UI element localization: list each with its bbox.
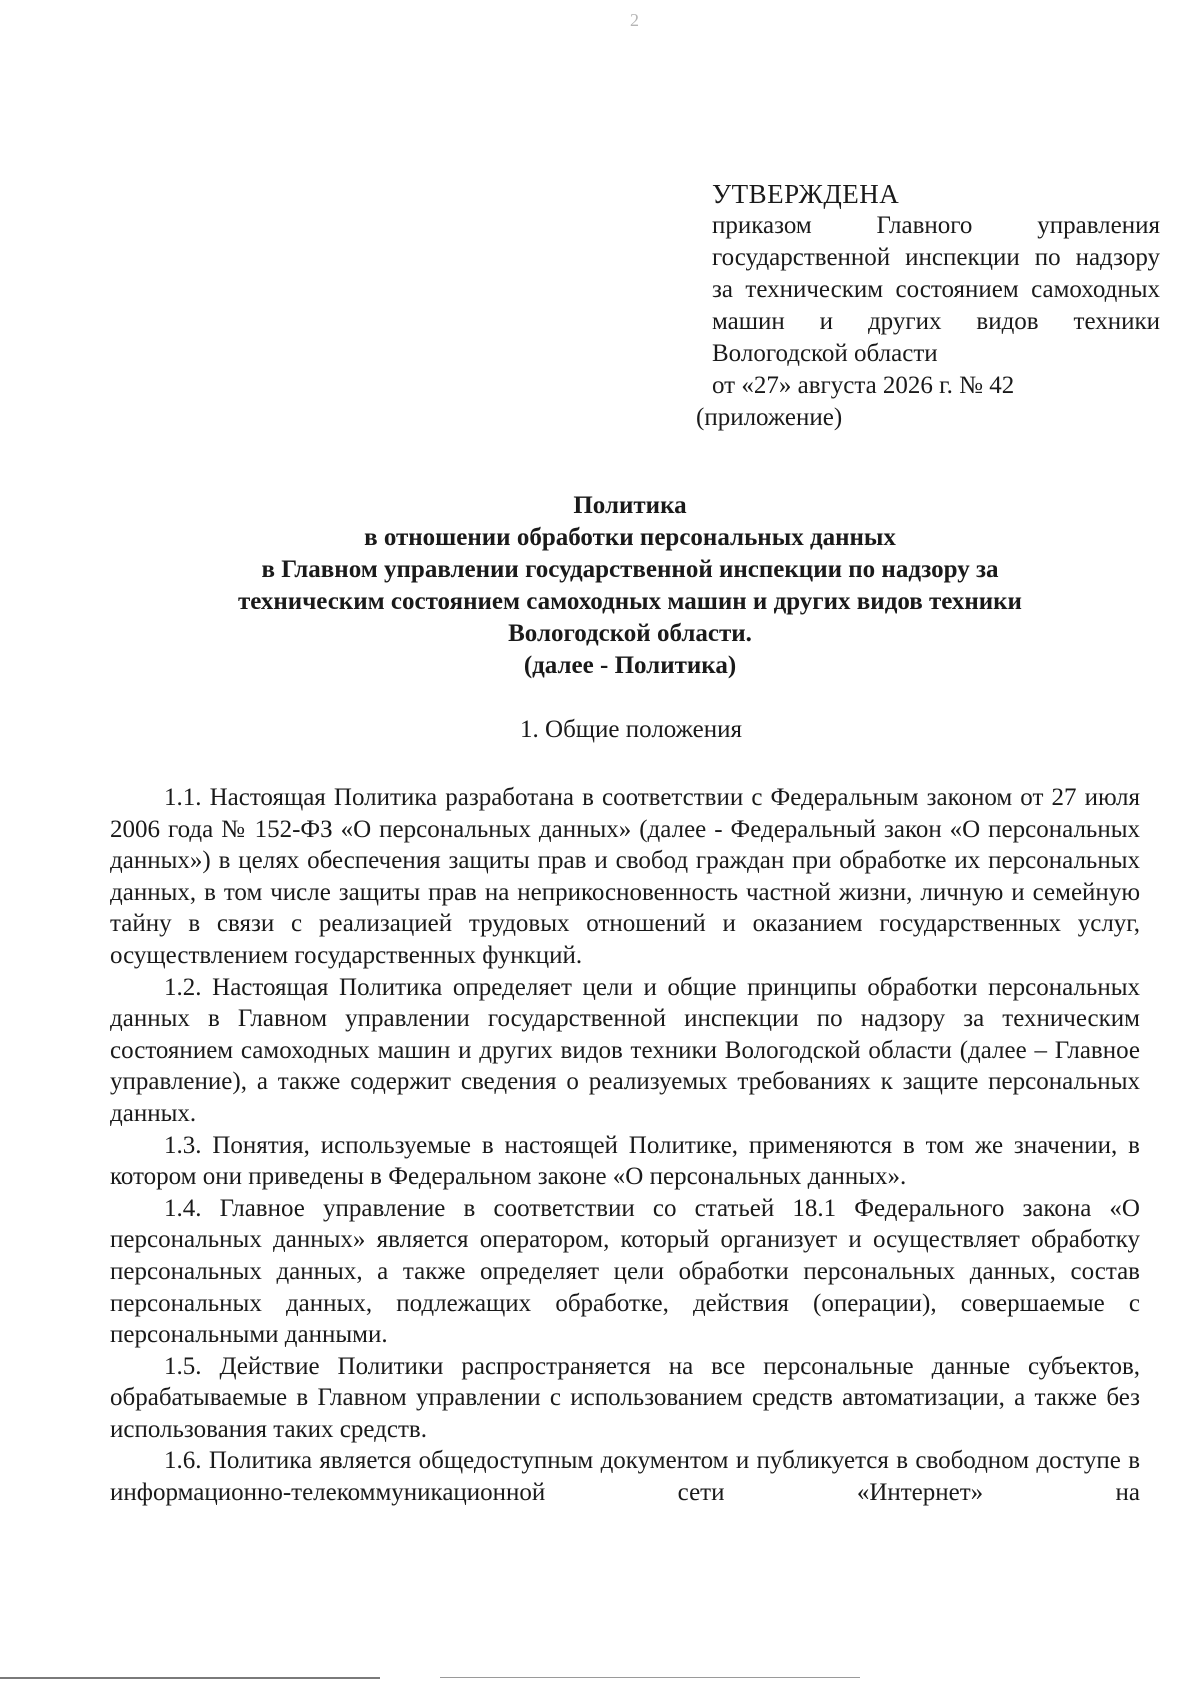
paragraph-1-2: 1.2. Настоящая Политика определяет цели и общие принципы обработки персональных данных в Главном управлении государственной инспекции по надзору за техническим состоянием самоходных машин и других видов техники Вологодской области (далее – Главное управление), а также содержит сведения о реализуемых требованиях к защите персональных данных. (110, 973, 1140, 1127)
title-line: техническим состоянием самоходных машин и других видов техники (238, 588, 1022, 615)
document-body (110, 782, 1140, 1509)
paragraph-1-6: 1.6. Политика является общедоступным документом и публикуется в свободном доступе в информационно-телекоммуникационной сети «Интернет» на (110, 1447, 1140, 1507)
document-title (150, 490, 1110, 682)
approval-stamp: УТВЕРЖДЕНА (712, 179, 900, 209)
title-line: Политика (573, 492, 687, 519)
section-heading: 1. Общие положения (520, 716, 742, 743)
approval-order-text: приказом Главного управления государственной инспекции по надзору за техническим состоянием самоходных машин и других видов техники Вологодской области (712, 212, 1160, 367)
paragraph-1-3: 1.3. Понятия, используемые в настоящей Политике, применяются в том же значении, в котором они приведены в Федеральном законе «О персональных данных». (110, 1131, 1140, 1191)
paragraph-1-5: 1.5. Действие Политики распространяется на все персональные данные субъектов, обрабатываемые в Главном управлении с использованием средств автоматизации, а также без использования таких средств. (110, 1352, 1140, 1443)
approval-block (696, 178, 1160, 434)
page-number: 2 (630, 10, 639, 30)
title-line: в Главном управлении государственной инспекции по надзору за (261, 556, 999, 583)
paragraph-1-4: 1.4. Главное управление в соответствии со статьей 18.1 Федерального закона «О персональных данных» является оператором, который организует и осуществляет обработку персональных данных, а также определяет цели обработки персональных данных, состав персональных данных, подлежащих обработке, действия (операции), совершаемые с персональными данными. (110, 1194, 1140, 1349)
scan-artifact-line (440, 1677, 860, 1678)
title-line: (далее - Политика) (523, 652, 737, 679)
title-line: Вологодской области. (508, 620, 752, 647)
paragraph-1-1: 1.1. Настоящая Политика разработана в соответствии с Федеральным законом от 27 июля 2006 года № 152-ФЗ «О персональных данных» (далее - Федеральный закон «О персональных данных») в целях обеспечения защиты прав и свобод граждан при обработке их персональных данных, в том числе защиты прав на неприкосновенность частной жизни, личную и семейную тайну в связи с реализацией трудовых отношений и оказанием государственных услуг, осуществлением государственных функций. (110, 784, 1140, 969)
scan-artifact-line (0, 1677, 380, 1679)
approval-annex-label: (приложение) (696, 404, 843, 431)
approval-order-date: от «27» августа 2026 г. № 42 (712, 372, 1015, 399)
title-line: в отношении обработки персональных данных (364, 524, 896, 551)
